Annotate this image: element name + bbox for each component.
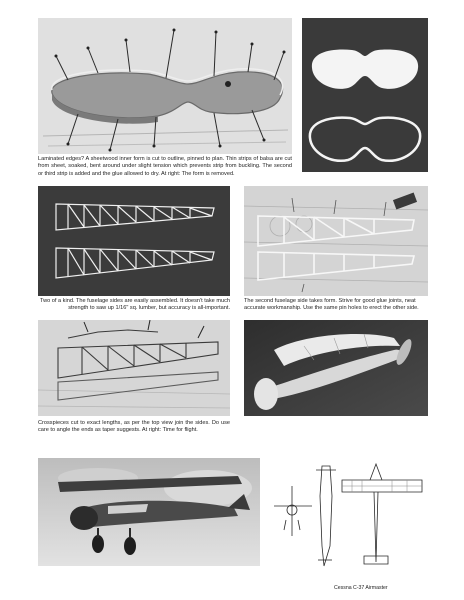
caption-laminated-edges: Laminated edges? A sheetwood inner form is cut to outline, pinned to plan. Thin strips of balsa are cut from sheet, soaked, bent around under slight tension which prevents strip from buckling. The second or third strip is added and the glue allowed to dry. At right: The form is removed. — [38, 156, 292, 177]
model-flight-photo — [244, 320, 428, 416]
laminated-form-photo — [38, 18, 292, 154]
caption-second-side: The second fuselage side takes form. Strive for good glue joints, neat accurate workmanship. Use the same pin holes to erect the other side. — [244, 298, 419, 312]
three-view-drawing — [272, 456, 432, 586]
fuselage-sides-photo — [38, 186, 230, 296]
crosspieces-photo — [38, 320, 230, 416]
laminated-outline-photo — [302, 18, 428, 172]
drawing-label: Cessna C-37 Airmaster — [334, 585, 388, 591]
second-side-photo — [244, 186, 428, 296]
caption-two-of-a-kind: Two of a kind. The fuselage sides are easily assembled. It doesn't take much strength to saw up 1/16" sq. lumber, but accuracy is all-important. — [39, 298, 230, 312]
caption-crosspieces: Crosspieces cut to exact lengths, as per the top view join the sides. Do use care to angle the ends as taper suggests. At right: Time for flight. — [38, 420, 230, 434]
real-aircraft-photo — [38, 458, 260, 566]
